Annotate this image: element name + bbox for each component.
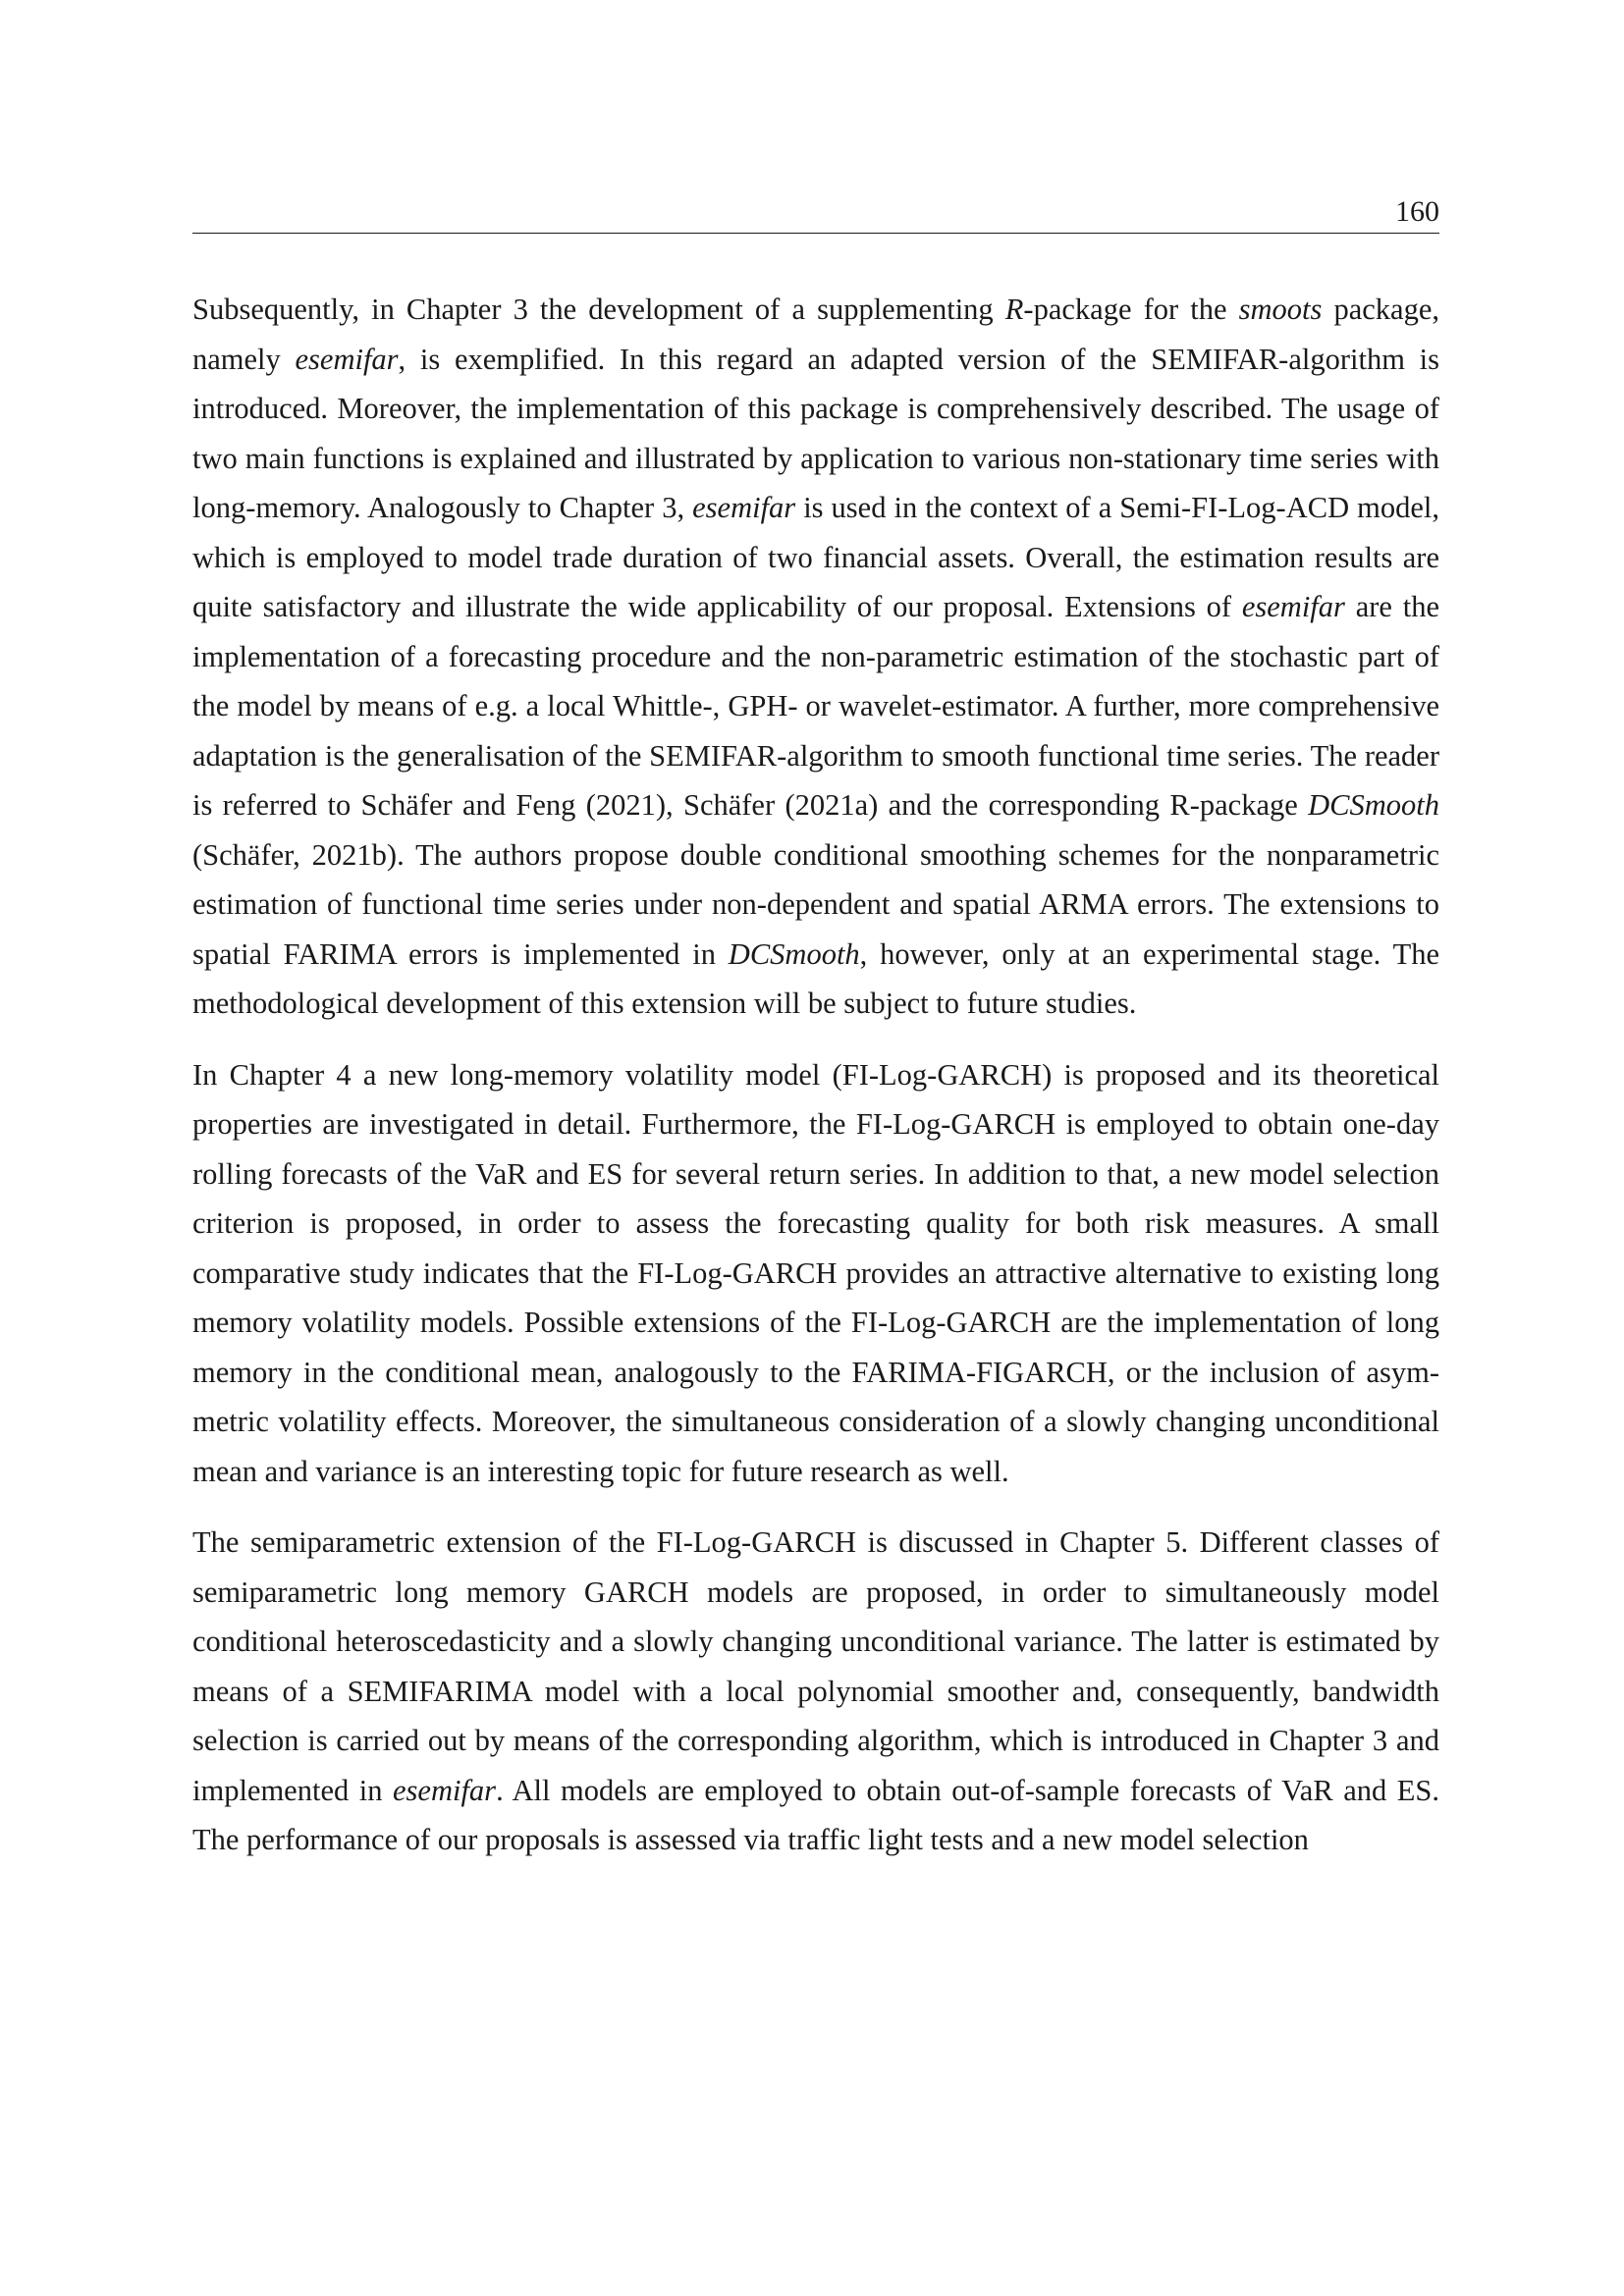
paragraph-3: The semiparametric extension of the FI-Log-GARCH is discussed in Chapter 5. Different classes of semiparametric long memory GARCH models are proposed, in order to simultaneously model conditional heteroscedasticity and a slowly changing unconditional variance. The latter is estimated by means of a SEMIFARIMA model with a local polynomial smoother and, consequently, bandwidth selection is carried out by means of the corresponding algorithm, which is introduced in Chapter 3 and implemented in esemifar. All models are employed to obtain out-of-sample forecasts of VaR and ES. The performance of our proposals is assessed via traffic light tests and a new model selection: [192, 1525, 1439, 1856]
body-text: [192, 285, 1439, 1865]
page-number: 160: [1395, 195, 1439, 228]
paragraph-2: In Chapter 4 a new long-memory volatility model (FI-Log-GARCH) is proposed and its theoretical properties are investigated in detail. Furthermore, the FI-Log-GARCH is employed to obtain one-day rolling forecasts of the VaR and ES for several return series. In addition to that, a new model selection criterion is proposed, in order to assess the forecasting quality for both risk measures. A small comparative study indicates that the FI-Log-GARCH provides an attractive alternative to existing long memory volatility models. Possible extensions of the FI-Log-GARCH are the implementation of long memory in the conditional mean, analogously to the FARIMA-FIGARCH, or the inclusion of asymmetric volatility effects. Moreover, the simultaneous consideration of a slowly changing unconditional mean and variance is an interesting topic for future research as well.: [192, 1057, 1439, 1488]
paragraph-1: Subsequently, in Chapter 3 the development of a supplementing R-package for the smoots package, namely esemifar, is exemplified. In this regard an adapted version of the SEMIFAR-algorithm is introduced. Moreover, the implementation of this package is comprehensively described. The usage of two main functions is explained and illustrated by application to various non-stationary time series with long-memory. Analogously to Chapter 3, esemifar is used in the context of a Semi-FI-Log-ACD model, which is employed to model trade duration of two financial assets. Overall, the estimation results are quite satisfactory and illustrate the wide applicability of our proposal. Extensions of esemifar are the implementation of a forecasting procedure and the non-parametric estimation of the stochastic part of the model by means of e.g. a local Whittle-, GPH- or wavelet-estimator. A further, more comprehensive adaptation is the generalisation of the SEMIFAR-algorithm to smooth functional time series. The reader is referred to Schäfer and Feng (2021), Schäfer (2021a) and the corresponding R-package DCSmooth (Schäfer, 2021b). The authors propose double conditional smoothing schemes for the nonparametric estimation of functional time series under non-dependent and spatial ARMA errors. The extensions to spatial FARIMA errors is implemented in DCSmooth, however, only at an experimental stage. The methodological development of this extension will be subject to future studies.: [192, 293, 1439, 1020]
header-rule: [192, 233, 1439, 234]
